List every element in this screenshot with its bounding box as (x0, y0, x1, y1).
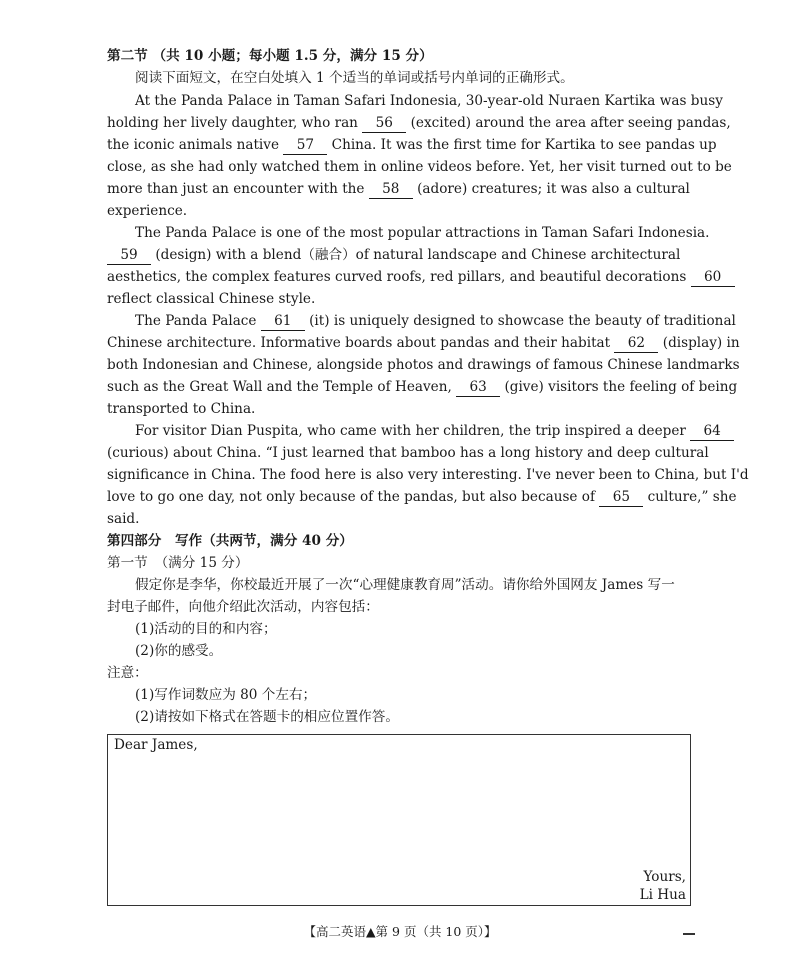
p4-line4-b: culture,” she (647, 489, 737, 505)
p1-line2 (107, 112, 731, 134)
p4-line3: significance in China. The food here is also very interesting. I've never been to China, but I'd (107, 467, 749, 483)
p4-line4-a: love to go one day, not only because of the pandas, but also because of (107, 489, 596, 505)
p3-line1-b: (it) is uniquely designed to showcase the beauty of traditional (309, 313, 736, 329)
p3-line4 (107, 376, 737, 398)
part4-prompt1: 假定你是李华，你校最近开展了一次“心理健康教育周”活动。请你给外国网友 James 写一 (135, 577, 675, 593)
part4-item2: (2)你的感受。 (135, 643, 223, 659)
section2-header: 第二节 （共 10 小题；每小题 1.5 分，满分 15 分） (107, 48, 433, 64)
corner-mark (683, 933, 695, 935)
blank-59: 59 (107, 246, 151, 265)
p3-line2 (107, 332, 740, 354)
p1-line5-a: more than just an encounter with the (107, 181, 365, 197)
p3-line1 (135, 310, 736, 332)
part4-note2: (2)请按如下格式在答题卡的相应位置作答。 (135, 709, 399, 725)
p1-line3 (107, 134, 717, 156)
p1-line5 (107, 178, 690, 200)
part4-sub: 第一节 （满分 15 分） (107, 555, 249, 571)
p4-line2: (curious) about China. “I just learned that bamboo has a long history and deep cultural (107, 445, 709, 461)
part4-item1: (1)活动的目的和内容； (135, 621, 277, 637)
letter-salutation: Dear James, (114, 737, 198, 753)
p1-line5-b: (adore) creatures; it was also a cultural (417, 181, 690, 197)
p3-line2-a: Chinese architecture. Informative boards about pandas and their habitat (107, 335, 611, 351)
p3-line1-a: The Panda Palace (135, 313, 257, 329)
blank-65: 65 (599, 488, 643, 507)
blank-57: 57 (283, 136, 327, 155)
p1-line3-a: the iconic animals native (107, 137, 280, 153)
p3-line3: both Indonesian and Chinese, alongside photos and drawings of famous Chinese landmarks (107, 357, 740, 373)
p2-line2-text: (design) with a blend（融合）of natural landscape and Chinese architectural (155, 247, 681, 263)
page-footer: 【高二英语▲第 9 页（共 10 页）】 (303, 924, 497, 939)
blank-64: 64 (690, 422, 734, 441)
letter-closing-name: Li Hua (639, 887, 686, 903)
p4-line5: said. (107, 511, 140, 527)
p3-line4-a: such as the Great Wall and the Temple of Heaven, (107, 379, 452, 395)
part4-note: 注意： (107, 665, 148, 681)
p2-line3 (107, 266, 735, 288)
p3-line2-b: (display) in (662, 335, 740, 351)
p4-line1-a: For visitor Dian Puspita, who came with her children, the trip inspired a deeper (135, 423, 686, 439)
p4-line4 (107, 486, 737, 508)
blank-61: 61 (261, 312, 305, 331)
blank-58: 58 (369, 180, 413, 199)
part4-note1: (1)写作词数应为 80 个左右； (135, 687, 317, 703)
p3-line4-b: (give) visitors the feeling of being (504, 379, 738, 395)
p2-line4: reflect classical Chinese style. (107, 291, 316, 307)
p2-line2 (107, 244, 680, 266)
section2-instruction: 阅读下面短文，在空白处填入 1 个适当的单词或括号内单词的正确形式。 (135, 70, 574, 86)
part4-header: 第四部分 写作（共两节，满分 40 分） (107, 533, 353, 549)
blank-62: 62 (614, 334, 658, 353)
blank-63: 63 (456, 378, 500, 397)
blank-60: 60 (691, 268, 735, 287)
blank-56: 56 (362, 114, 406, 133)
letter-closing-yours: Yours, (643, 869, 686, 885)
p2-line1: The Panda Palace is one of the most popular attractions in Taman Safari Indonesia. (135, 225, 710, 241)
p1-line6: experience. (107, 203, 188, 219)
p1-line1: At the Panda Palace in Taman Safari Indonesia, 30-year-old Nuraen Kartika was busy (135, 93, 723, 109)
part4-prompt2: 封电子邮件，向他介绍此次活动，内容包括： (107, 599, 379, 615)
p3-line5: transported to China. (107, 401, 256, 417)
p1-line2-b: (excited) around the area after seeing pandas, (410, 115, 731, 131)
letter-writing-box (107, 734, 691, 906)
p1-line3-b: China. It was the first time for Kartika to see pandas up (331, 137, 717, 153)
p4-line1 (135, 420, 734, 442)
p2-line3-a: aesthetics, the complex features curved roofs, red pillars, and beautiful decorations (107, 269, 687, 285)
p1-line2-a: holding her lively daughter, who ran (107, 115, 358, 131)
p1-line4: close, as she had only watched them in online videos before. Yet, her visit turned out to be (107, 159, 732, 175)
